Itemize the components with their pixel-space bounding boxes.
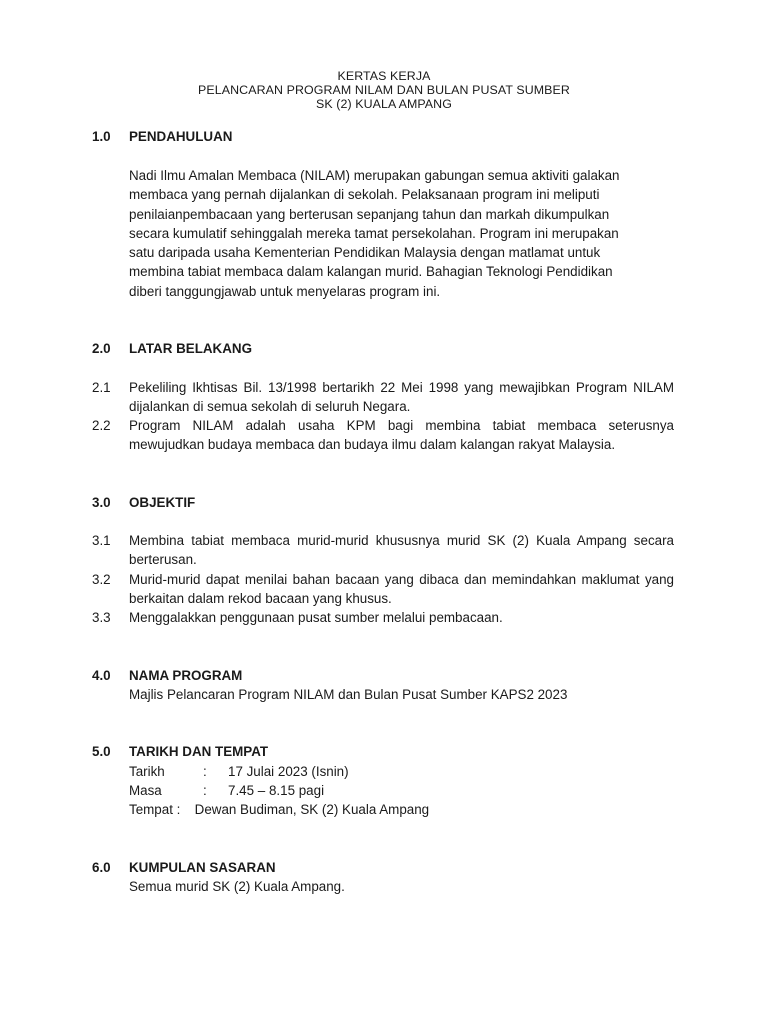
detail-separator: :: [203, 783, 207, 798]
section-1-title: PENDAHULUAN: [129, 129, 233, 144]
detail-value: 7.45 – 8.15 pagi: [228, 783, 325, 798]
item-number: 2.2: [92, 418, 111, 433]
detail-label: Tarikh: [129, 764, 165, 779]
detail-separator: :: [203, 764, 207, 779]
title-line-2: PELANCARAN PROGRAM NILAM DAN BULAN PUSAT SUMBER: [198, 83, 570, 97]
section-6-title: KUMPULAN SASARAN: [129, 860, 276, 875]
detail-row-date: [129, 762, 349, 781]
item-number: 2.1: [92, 380, 111, 395]
section-1-number: 1.0: [92, 129, 111, 144]
item-text: Murid-murid dapat menilai bahan bacaan yang dibaca dan memindahkan maklumat yang berkaitan dalam rekod bacaan yang khusus.: [129, 572, 674, 607]
paragraph-line: diberi tanggungjawab untuk menyelaras program ini.: [129, 283, 441, 299]
paragraph-line: membina tabiat membaca dalam kalangan murid. Bahagian Teknologi Pendidikan: [129, 264, 613, 280]
detail-value: 17 Julai 2023 (Isnin): [228, 764, 349, 779]
paragraph-line: satu daripada usaha Kementerian Pendidikan Malaysia dengan matlamat untuk: [129, 245, 601, 261]
section-4-heading: [92, 666, 242, 685]
detail-label: Masa: [129, 783, 162, 798]
item-number: 3.3: [92, 610, 111, 625]
item-text: Menggalakkan penggunaan pusat sumber melalui pembacaan.: [129, 610, 503, 625]
section-5-number: 5.0: [92, 744, 111, 759]
detail-row-time: [129, 781, 324, 800]
item-text: Pekeliling Ikhtisas Bil. 13/1998 bertarikh 22 Mei 1998 yang mewajibkan Program NILAM dijalankan di semua sekolah di seluruh Negara.: [129, 380, 674, 415]
paragraph-line: Nadi Ilmu Amalan Membaca (NILAM) merupakan gabungan semua aktiviti galakan: [129, 168, 620, 183]
section-5-heading: [92, 742, 268, 761]
item-text: Program NILAM adalah usaha KPM bagi membina tabiat membaca seterusnya mewujudkan budaya membaca dan budaya ilmu dalam kalangan rakyat Malaysia.: [129, 418, 674, 453]
document-title: [0, 69, 768, 111]
detail-row-place: [129, 800, 429, 819]
detail-label: Tempat: [129, 802, 173, 817]
item-text: Membina tabiat membaca murid-murid khususnya murid SK (2) Kuala Ampang secara berterusan.: [129, 533, 674, 568]
section-2-number: 2.0: [92, 341, 111, 356]
section-3-number: 3.0: [92, 495, 111, 510]
section-2-heading: [92, 339, 252, 358]
program-name: Majlis Pelancaran Program NILAM dan Bulan Pusat Sumber KAPS2 2023: [129, 687, 568, 702]
detail-separator: :: [176, 802, 181, 817]
paragraph-line: penilaianpembacaan yang berterusan sepanjang tahun dan markah dikumpulkan: [129, 206, 610, 222]
item-number: 3.1: [92, 533, 111, 548]
section-5-title: TARIKH DAN TEMPAT: [129, 744, 269, 759]
section-1-paragraph: [129, 166, 674, 301]
section-2-title: LATAR BELAKANG: [129, 341, 252, 356]
section-1-heading: [92, 127, 232, 146]
section-6-number: 6.0: [92, 860, 111, 875]
section-4-number: 4.0: [92, 668, 111, 683]
section-3-heading: [92, 493, 195, 512]
detail-value: Dewan Budiman, SK (2) Kuala Ampang: [194, 802, 430, 817]
section-6-heading: [92, 858, 276, 877]
paragraph-line: secara kumulatif sehinggalah mereka tamat persekolahan. Program ini merupakan: [129, 225, 619, 241]
section-3-title: OBJEKTIF: [129, 495, 196, 510]
target-group: Semua murid SK (2) Kuala Ampang.: [129, 879, 345, 894]
item-number: 3.2: [92, 572, 111, 587]
title-line-1: KERTAS KERJA: [337, 69, 431, 83]
paragraph-line: membaca yang pernah dijalankan di sekolah. Pelaksanaan program ini meliputi: [129, 187, 600, 203]
title-line-3: SK (2) KUALA AMPANG: [316, 97, 452, 111]
section-4-title: NAMA PROGRAM: [129, 668, 243, 683]
